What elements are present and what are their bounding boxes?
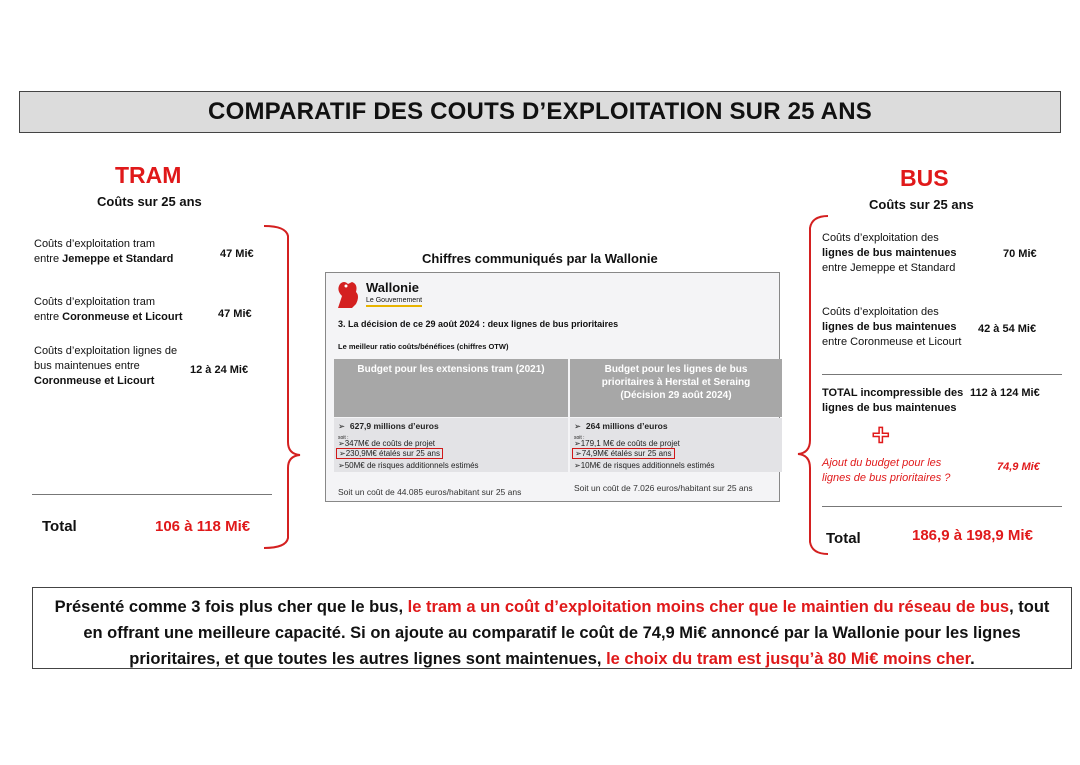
conclusion-box bbox=[32, 587, 1072, 669]
col1-soit: soit : bbox=[338, 435, 349, 441]
bus-row-2-line3: entre Coronmeuse et Licourt bbox=[822, 336, 962, 348]
tram-subheading: Coûts sur 25 ans bbox=[97, 194, 202, 209]
tram-divider bbox=[32, 494, 272, 495]
plus-icon: + bbox=[872, 419, 890, 452]
wallonie-panel bbox=[325, 272, 780, 502]
col1-head: Budget pour les extensions tram (2021) bbox=[334, 359, 568, 417]
bus-row-2 bbox=[822, 305, 961, 350]
tram-row-2-line1: Coûts d’exploitation tram bbox=[34, 296, 156, 308]
bus-row-1 bbox=[822, 231, 956, 276]
bus-row-2-value: 42 à 54 Mi€ bbox=[978, 323, 1037, 335]
conclusion-part3: , tout en offrant une meilleure capacité. Si on ajoute au comparatif le coût de 74,9 Mi€ annoncé par la Wallonie pour les lignes prioritaires, et que toutes les autres lignes sont maintenues, bbox=[83, 598, 1050, 668]
bus-row-1-line2: lignes de bus maintenues bbox=[822, 247, 957, 259]
center-caption: Chiffres communiqués par la Wallonie bbox=[422, 251, 658, 266]
bus-added-line2: lignes de bus prioritaires ? bbox=[822, 472, 951, 484]
col2-head-line3: (Décision 29 août 2024) bbox=[620, 390, 732, 401]
tram-heading: TRAM bbox=[115, 162, 182, 188]
tram-row-1-value: 47 Mi€ bbox=[220, 248, 254, 260]
logo-name: Wallonie bbox=[366, 280, 419, 295]
bus-total-label: Total bbox=[826, 530, 861, 547]
col2-foot: Soit un coût de 7.026 euros/habitant sur 25 ans bbox=[574, 483, 753, 493]
tram-row-3-line3: Coronmeuse et Licourt bbox=[34, 375, 155, 387]
bus-added-line1: Ajout du budget pour les bbox=[822, 457, 942, 469]
col2-head-line1: Budget pour les lignes de bus bbox=[604, 364, 748, 375]
bus-divider-1 bbox=[822, 374, 1062, 375]
tram-row-2-line2: entre Coronmeuse et Licourt bbox=[34, 311, 183, 323]
bus-row-3 bbox=[822, 386, 963, 416]
conclusion-part4: le choix du tram est jusqu’à 80 Mi€ moins cher bbox=[606, 650, 971, 668]
bus-divider-2 bbox=[822, 506, 1062, 507]
tram-row-3-line2: bus maintenues entre bbox=[34, 360, 140, 372]
conclusion-part1: Présenté comme 3 fois plus cher que le bus, bbox=[54, 598, 408, 616]
ratio-text: Le meilleur ratio coûts/bénéfices (chiffres OTW) bbox=[338, 342, 509, 351]
col1-foot: Soit un coût de 44.085 euros/habitant sur 25 ans bbox=[338, 487, 522, 497]
page-title: COMPARATIF DES COUTS D’EXPLOITATION SUR 25 ANS bbox=[208, 98, 872, 125]
tram-row-3-line1: Coûts d’exploitation lignes de bbox=[34, 345, 178, 357]
bus-total-value: 186,9 à 198,9 Mi€ bbox=[912, 527, 1033, 544]
rooster-logo-icon bbox=[332, 278, 362, 312]
bus-row-2-line1: Coûts d’exploitation des bbox=[822, 306, 939, 318]
tram-row-3 bbox=[34, 344, 177, 389]
tram-row-2-value: 47 Mi€ bbox=[218, 308, 252, 320]
col1-line2: ➢230,9M€ étalés sur 25 ans bbox=[336, 449, 443, 459]
tram-row-1-line1: Coûts d’exploitation tram bbox=[34, 238, 156, 250]
bus-subheading: Coûts sur 25 ans bbox=[869, 197, 974, 212]
bus-row-2-line2: lignes de bus maintenues bbox=[822, 321, 957, 333]
col2-line1: ➢179,1 M€ de coûts de projet bbox=[574, 439, 680, 448]
bus-row-1-value: 70 Mi€ bbox=[1003, 248, 1037, 260]
bus-row-1-line3: entre Jemeppe et Standard bbox=[822, 262, 956, 274]
bus-heading: BUS bbox=[900, 165, 949, 191]
bus-added bbox=[822, 456, 950, 486]
bus-row-1-line1: Coûts d’exploitation des bbox=[822, 232, 939, 244]
tram-row-1 bbox=[34, 237, 173, 267]
tram-row-3-value: 12 à 24 Mi€ bbox=[190, 364, 249, 376]
bus-added-value: 74,9 Mi€ bbox=[997, 461, 1040, 473]
tram-row-2 bbox=[34, 295, 183, 325]
col2-amount: ➢ 264 millions d’euros bbox=[574, 421, 668, 431]
bracket-icon bbox=[262, 222, 322, 552]
conclusion-part2: le tram a un coût d’exploitation moins cher que le maintien du réseau de bus bbox=[407, 598, 1010, 616]
col1-line1: ➢347M€ de coûts de projet bbox=[338, 439, 435, 448]
col2-head bbox=[570, 359, 782, 417]
bus-row-3-line2: lignes de bus maintenues bbox=[822, 402, 957, 414]
col2-line2: ➢74,9M€ étalés sur 25 ans bbox=[572, 449, 675, 459]
tram-total-value: 106 à 118 Mi€ bbox=[155, 518, 251, 535]
col1-amount: ➢ 627,9 millions d’euros bbox=[338, 421, 439, 431]
col1-line3: ➢50M€ de risques additionnels estimés bbox=[338, 461, 479, 470]
decision-text: 3. La décision de ce 29 août 2024 : deux lignes de bus prioritaires bbox=[338, 319, 619, 329]
tram-row-1-line2: entre Jemeppe et Standard bbox=[34, 253, 174, 265]
col2-line3: ➢10M€ de risques additionnels estimés bbox=[574, 461, 715, 470]
conclusion-part5: . bbox=[970, 650, 975, 668]
tram-total-label: Total bbox=[42, 518, 77, 535]
bus-row-3-line1: TOTAL incompressible des bbox=[822, 387, 964, 399]
bus-row-3-value: 112 à 124 Mi€ bbox=[970, 387, 1040, 399]
title-bar bbox=[19, 91, 1061, 133]
logo-sub: Le Gouvernement bbox=[366, 296, 422, 307]
col2-head-line2: prioritaires à Herstal et Seraing bbox=[601, 377, 751, 388]
col2-soit: soit : bbox=[574, 435, 585, 441]
